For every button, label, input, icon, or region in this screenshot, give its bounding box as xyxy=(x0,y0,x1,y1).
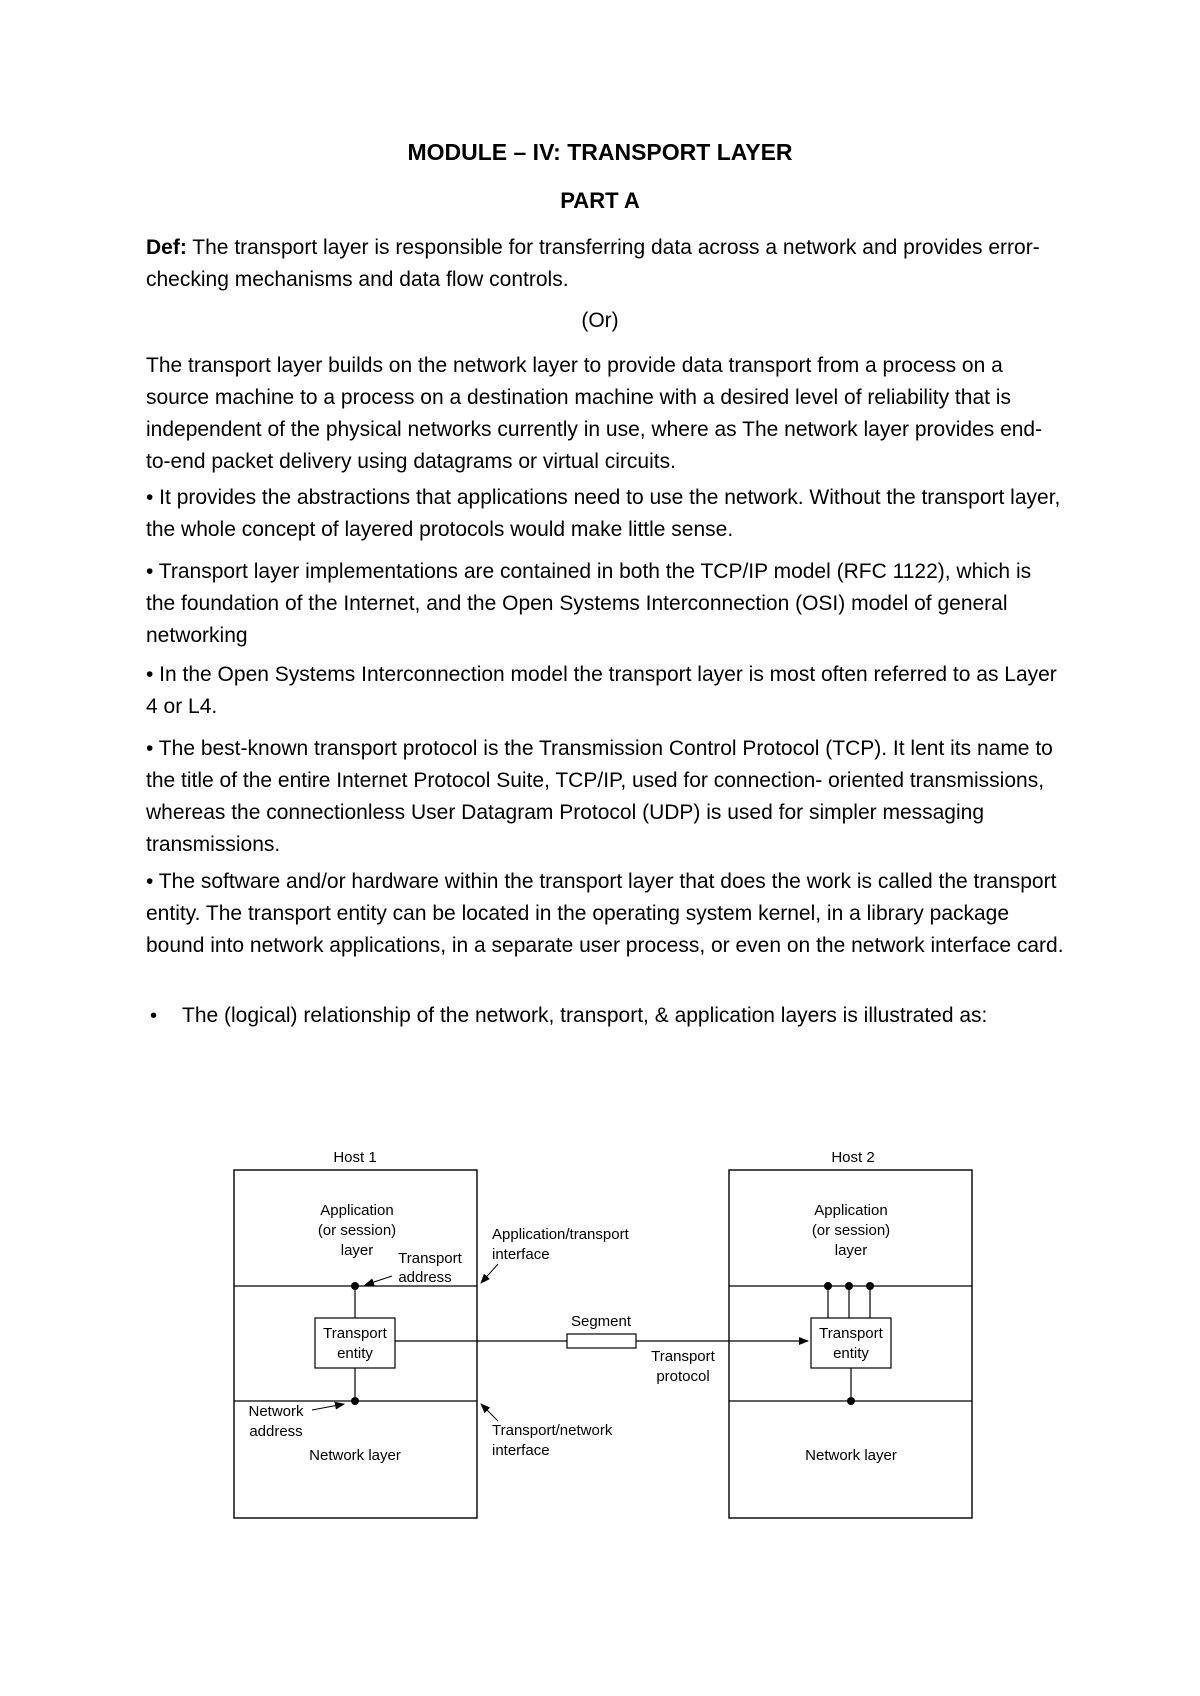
host1-network-address-dot xyxy=(351,1397,359,1405)
network-address-pointer xyxy=(312,1404,344,1410)
host2-address-dot-left xyxy=(824,1282,832,1290)
bullet-item: The (logical) relationship of the network, transport, & application layers is illustrated as: xyxy=(182,1004,988,1027)
host2-address-dot-middle xyxy=(845,1282,853,1290)
host2-app-layer-line2: (or session) xyxy=(811,1222,891,1239)
host1-app-layer-line1: Application xyxy=(320,1202,394,1219)
segment-label: Segment xyxy=(570,1313,632,1330)
transport-network-iface-line1: Transport/network xyxy=(492,1422,613,1439)
segment-box xyxy=(567,1334,636,1348)
transport-network-iface-line2: interface xyxy=(492,1442,550,1459)
host1-transport-entity-line2: entity xyxy=(337,1345,373,1362)
host1-label: Host 1 xyxy=(333,1149,377,1166)
definition-text: The transport layer is responsible for transferring data across a network and provides error-checking mechanisms and data flow controls. xyxy=(146,236,1040,291)
host1-app-layer-line2: (or session) xyxy=(317,1222,397,1239)
host1-app-layer-line3: layer xyxy=(340,1242,374,1259)
app-transport-iface-line1: Application/transport xyxy=(492,1226,629,1243)
bullet-item: • Transport layer implementations are contained in both the TCP/IP model (RFC 1122), which is the foundation of the Internet, and the Open Systems Interconnection (OSI) model of general networking xyxy=(146,560,1032,647)
or-separator: (Or) xyxy=(581,309,619,332)
bullet-item: • In the Open Systems Interconnection model the transport layer is most often referred to as Layer 4 or L4. xyxy=(146,663,1057,718)
transport-protocol-line2: protocol xyxy=(656,1368,710,1385)
module-title: MODULE – IV: TRANSPORT LAYER xyxy=(407,139,793,165)
transport-address-line1: Transport xyxy=(398,1250,462,1267)
host2-app-layer-line3: layer xyxy=(834,1242,868,1259)
host2-app-layer-line1: Application xyxy=(814,1202,888,1219)
host1-transport-entity-line1: Transport xyxy=(323,1325,387,1342)
host2-label: Host 2 xyxy=(831,1149,875,1166)
bullet-item: • It provides the abstractions that applications need to use the network. Without the transport layer, the whole concept of layered protocols would make little sense. xyxy=(146,486,1061,541)
host1-network-layer-label: Network layer xyxy=(309,1447,401,1464)
host2-network-address-dot xyxy=(847,1397,855,1405)
transport-network-iface-pointer xyxy=(481,1404,498,1421)
transport-address-pointer xyxy=(365,1276,392,1285)
part-heading: PART A xyxy=(560,188,640,213)
network-address-line2: address xyxy=(249,1423,303,1440)
host1-transport-address-dot xyxy=(351,1282,359,1290)
intro-paragraph: The transport layer builds on the network layer to provide data transport from a process on a source machine to a process on a destination machine with a desired level of reliability that is independent of the physical networks currently in use, where as The network layer provides end-to-end packet delivery using datagrams or virtual circuits. xyxy=(146,354,1043,473)
app-transport-iface-line2: interface xyxy=(492,1246,550,1263)
definition-label: Def: xyxy=(146,236,187,259)
host2-transport-entity-line1: Transport xyxy=(819,1325,883,1342)
list-bullet-marker: • xyxy=(150,1005,158,1027)
host2-network-layer-label: Network layer xyxy=(805,1447,897,1464)
bullet-item: • The best-known transport protocol is the Transmission Control Protocol (TCP). It lent its name to the title of the entire Internet Protocol Suite, TCP/IP, used for connection- oriented transmissions, whereas the connectionless User Datagram Protocol (UDP) is used for simpler messaging transmissions. xyxy=(146,737,1053,856)
bullet-item: • The software and/or hardware within the transport layer that does the work is called the transport entity. The transport entity can be located in the operating system kernel, in a library package bound into network applications, in a separate user process, or even on the network interface card. xyxy=(146,870,1064,957)
transport-address-line2: address xyxy=(398,1269,452,1286)
network-address-line1: Network xyxy=(248,1403,304,1420)
transport-protocol-line1: Transport xyxy=(651,1348,715,1365)
host2-transport-entity-line2: entity xyxy=(833,1345,869,1362)
host2-address-dot-right xyxy=(866,1282,874,1290)
app-transport-iface-pointer xyxy=(481,1264,498,1283)
